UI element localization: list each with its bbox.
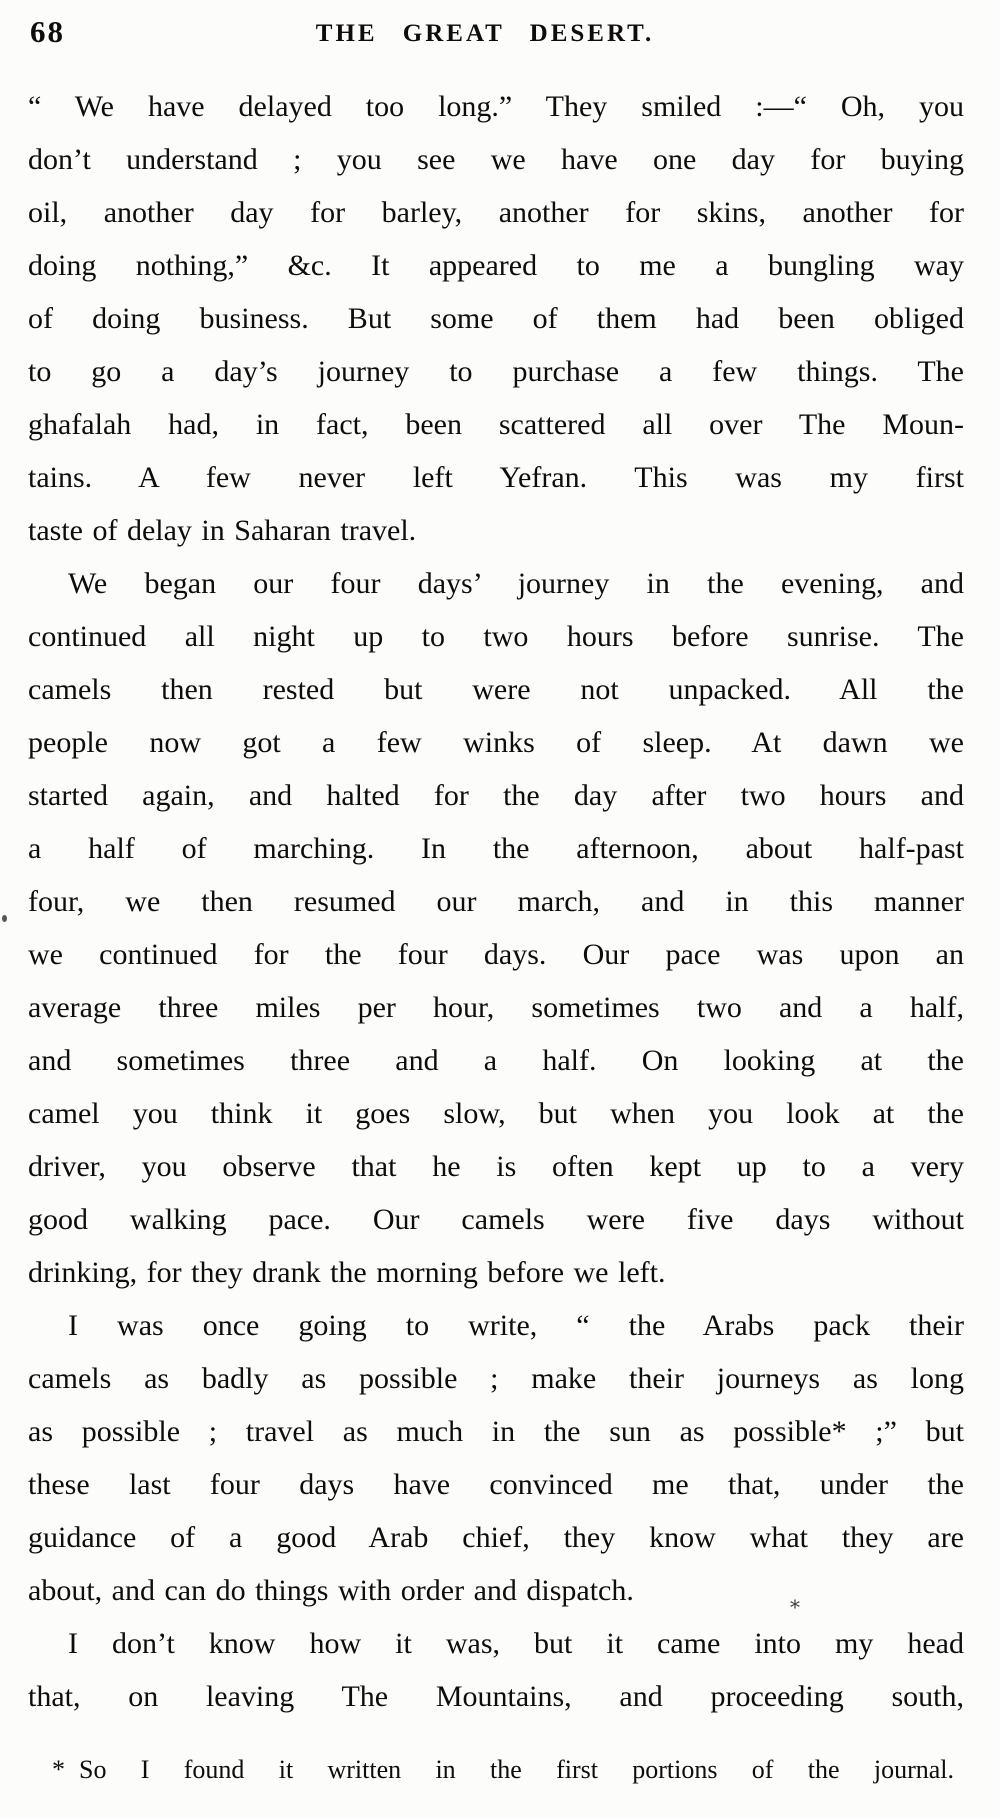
text-line: camel you think it goes slow, but when you look at the <box>28 1097 964 1130</box>
text-line: tains. A few never left Yefran. This was my first <box>28 461 964 494</box>
text-line: driver, you observe that he is often kept up to a very <box>28 1150 964 1183</box>
text-line: and sometimes three and a half. On looking at the <box>28 1044 964 1077</box>
page-number: 68 <box>30 14 65 49</box>
text-line: to go a day’s journey to purchase a few things. The <box>28 355 964 388</box>
page-body <box>28 80 964 1723</box>
text-line: these last four days have convinced me that, under the <box>28 1468 964 1501</box>
footnote-text: So I found it written in the first portions of the journal. <box>79 1755 954 1784</box>
text-line: camels then rested but were not unpacked. All the <box>28 673 964 706</box>
footnote-marker: * <box>52 1755 65 1784</box>
scan-speck <box>2 915 7 922</box>
text-line: good walking pace. Our camels were five days without <box>28 1203 964 1236</box>
running-head: THE GREAT DESERT. <box>315 20 655 47</box>
text-line: started again, and halted for the day after two hours and <box>28 779 964 812</box>
text-line: oil, another day for barley, another for skins, another for <box>28 196 964 229</box>
text-line: of doing business. But some of them had been obliged <box>28 302 964 335</box>
page-header <box>0 10 1000 62</box>
text-line: continued all night up to two hours before sunrise. The <box>28 620 964 653</box>
text-line: four, we then resumed our march, and in this manner <box>28 885 964 918</box>
text-line: ghafalah had, in fact, been scattered all over The Moun- <box>28 408 964 441</box>
stray-ink-mark: ⁎ <box>790 1591 800 1613</box>
text-line: I don’t know how it was, but it came into my head <box>68 1627 964 1660</box>
text-line: don’t understand ; you see we have one day for buying <box>28 143 964 176</box>
text-line: we continued for the four days. Our pace was upon an <box>28 938 964 971</box>
text-line: as possible ; travel as much in the sun as possible* ;” but <box>28 1415 964 1448</box>
text-line: about, and can do things with order and dispatch. <box>28 1574 634 1607</box>
text-line: drinking, for they drank the morning before we left. <box>28 1256 666 1289</box>
text-line: that, on leaving The Mountains, and proceeding south, <box>28 1680 964 1713</box>
text-line: guidance of a good Arab chief, they know what they are <box>28 1521 964 1554</box>
text-line: a half of marching. In the afternoon, about half-past <box>28 832 964 865</box>
text-line: I was once going to write, “ the Arabs pack their <box>68 1309 964 1342</box>
text-line: average three miles per hour, sometimes two and a half, <box>28 991 964 1024</box>
text-line: people now got a few winks of sleep. At dawn we <box>28 726 964 759</box>
text-line: camels as badly as possible ; make their journeys as long <box>28 1362 964 1395</box>
footnote <box>52 1750 954 1790</box>
text-line: doing nothing,” &c. It appeared to me a bungling way <box>28 249 964 282</box>
text-line: taste of delay in Saharan travel. <box>28 514 417 547</box>
text-line: “ We have delayed too long.” They smiled :—“ Oh, you <box>28 90 964 123</box>
text-line: We began our four days’ journey in the evening, and <box>68 567 964 600</box>
